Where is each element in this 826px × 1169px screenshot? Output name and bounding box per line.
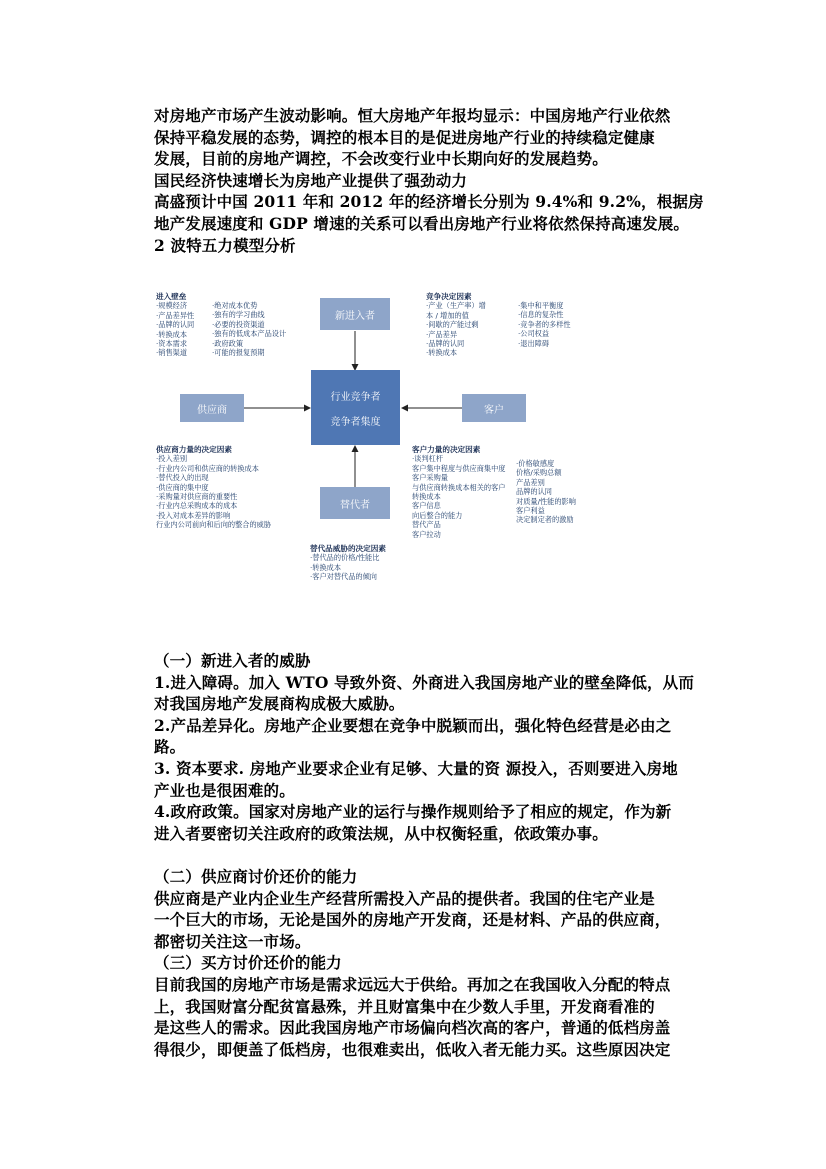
list-item: 客户拉动: [412, 529, 441, 539]
section-heading: （二）供应商讨价还价的能力: [154, 866, 358, 886]
entry-barriers-title: 进入壁垒: [156, 292, 187, 301]
list-item: ·信息的复杂性: [518, 310, 564, 320]
list-item: 转换成本: [412, 492, 441, 502]
list-item: ·行业内公司和供应商的转换成本: [156, 463, 259, 473]
text-line: 对房地产市场产生波动影响。恒大房地产年报均显示：中国房地产行业依然: [154, 106, 671, 125]
list-item: ·政府政策: [212, 338, 244, 348]
list-item: 替代产品: [412, 520, 441, 530]
text-line: 1.进入障碍。加入 WTO 导致外资、外商进入我国房地产业的壁垒降低，从而: [154, 672, 694, 692]
list-item: ·独有的学习曲线: [212, 310, 265, 320]
text-line: 保持平稳发展的态势，调控的根本目的是促进房地产行业的持续稳定健康: [154, 127, 655, 147]
list-item: ·产品差异: [426, 329, 458, 339]
list-item: ·转换成本: [426, 348, 458, 358]
list-item: ·公司权益: [518, 329, 550, 339]
list-item: ·绝对成本优势: [212, 301, 258, 310]
text-line: 地产发展速度和 GDP 增速的关系可以看出房地产行业将依然保持高速发展。: [154, 213, 690, 233]
text-line: 3. 资本要求. 房地产业要求企业有足够、大量的资 源投入，否则要进入房地: [154, 758, 678, 778]
entry-barriers-list: [156, 292, 194, 358]
list-item: ·必要的投资渠道: [212, 319, 265, 329]
list-item: ·投入差别: [156, 454, 188, 464]
text-line: 是这些人的需求。因此我国房地产市场偏向档次高的客户，普通的低档房盖: [154, 1018, 671, 1038]
buyer-title: 客户力量的决定因素: [412, 445, 481, 454]
text-line: 发展，目前的房地产调控，不会改变行业中长期向好的发展趋势。: [154, 149, 608, 169]
top-paragraph: [154, 105, 706, 256]
list-item: ·替代投入的出现: [156, 473, 209, 483]
competition-determinants-list-2: [518, 301, 571, 348]
list-item: 产品差别: [516, 477, 545, 487]
new-entrants-box: 新进入者: [320, 298, 390, 330]
list-item: ·可能的报复预期: [212, 348, 265, 358]
list-item: ·转换成本: [156, 329, 188, 339]
list-item: ·独有的低成本产品设计: [212, 329, 287, 339]
text-line: 产业也是很困难的。: [154, 780, 295, 800]
competition-determinants-list: [426, 292, 486, 358]
list-item: ·客户对替代品的倾向: [310, 572, 377, 582]
list-item: ·谈判杠杆: [412, 454, 444, 464]
competition-title: 竞争决定因素: [426, 292, 472, 301]
substitute-title: 替代品威胁的决定因素: [310, 544, 386, 553]
substitute-threat-list: [310, 544, 386, 582]
text-line: 供应商是产业内企业生产经营所需投入产品的提供者。我国的住宅产业是: [154, 888, 655, 908]
text-line: 路。: [154, 737, 186, 757]
list-item: ·资本需求: [156, 339, 188, 349]
list-item: 本 / 增加的值: [426, 310, 469, 320]
list-item: 客户利益: [516, 506, 545, 516]
list-item: ·集中和平衡度: [518, 301, 564, 310]
five-forces-diagram: [154, 282, 594, 598]
entry-barriers-list-2: [212, 301, 286, 357]
list-item: ·价格敏感度: [516, 459, 555, 468]
section-heading: 2 波特五力模型分析: [154, 235, 296, 255]
list-item: ·规模经济: [156, 301, 188, 311]
list-item: 品牌的认同: [516, 487, 552, 497]
industry-competitors-box: [311, 370, 400, 445]
list-item: 客户集中程度与供应商集中度: [412, 463, 506, 473]
buyer-power-list: [412, 445, 505, 539]
list-item: ·转换成本: [310, 562, 342, 572]
list-item: ·供应商的集中度: [156, 482, 209, 492]
list-item: ·采购量对供应商的重要性: [156, 492, 238, 502]
text-line: 国民经济快速增长为房地产业提供了强劲动力: [154, 170, 468, 190]
list-item: 向后整合的能力: [412, 510, 463, 520]
list-item: 客户信息: [412, 501, 441, 511]
text-line: 得很少，即便盖了低档房，也很难卖出，低收入者无能力买。这些原因决定: [154, 1039, 671, 1059]
center-label-2: 竞争者集度: [330, 416, 381, 428]
list-item: 与供应商转换成本相关的客户: [412, 482, 506, 492]
list-item: 对质量/性能的影响: [516, 496, 576, 506]
buyer-power-list-2: [516, 459, 576, 525]
list-item: 行业内公司前向和后向的整合的威胁: [156, 520, 272, 530]
list-item: ·退出障碍: [518, 338, 550, 348]
list-item: ·品牌的认同: [156, 320, 195, 330]
list-item: ·间歇的产能过剩: [426, 320, 479, 330]
text-line: 2.产品差异化。房地产企业要想在竞争中脱颖而出，强化特色经营是必由之: [154, 715, 672, 735]
list-item: ·替代品的价格/性能比: [310, 553, 380, 563]
supplier-title: 供应商力量的决定因素: [156, 445, 232, 454]
list-item: 客户采购量: [412, 473, 448, 483]
suppliers-box: 供应商: [180, 394, 244, 422]
section-heading: （三）买方讨价还价的能力: [154, 953, 342, 973]
text-line: 都密切关注这一市场。: [154, 931, 311, 951]
list-item: ·行业内总采购成本的成本: [156, 501, 238, 511]
text-line: 上，我国财富分配贫富悬殊，并且财富集中在少数人手里，开发商看准的: [154, 996, 655, 1016]
analysis-sections: [154, 650, 706, 1060]
list-item: ·投入对成本差异的影响: [156, 510, 231, 520]
list-item: ·产业（生产率）增: [426, 301, 486, 311]
text-line: 进入者要密切关注政府的政策法规，从中权衡轻重，依政策办事。: [154, 823, 608, 843]
text-line: 高盛预计中国 2011 年和 2012 年的经济增长分别为 9.4%和 9.2%，根据房: [154, 192, 704, 212]
list-item: ·竞争者的多样性: [518, 319, 571, 329]
list-item: ·产品差异性: [156, 310, 195, 320]
section-heading: （一）新进入者的威胁: [154, 651, 311, 670]
text-line: 目前我国的房地产市场是需求远远大于供给。再加之在我国收入分配的特点: [154, 974, 671, 994]
customers-box: 客户: [462, 394, 526, 422]
substitutes-box: 替代者: [320, 487, 390, 519]
text-line: 4.政府政策。国家对房地产业的运行与操作规则给予了相应的规定，作为新: [154, 802, 672, 822]
list-item: ·品牌的认同: [426, 339, 465, 349]
center-label-1: 行业竞争者: [330, 391, 381, 403]
list-item: ·销售渠道: [156, 348, 188, 358]
text-line: 对我国房地产发展商构成极大威胁。: [154, 694, 405, 714]
supplier-power-list: [156, 445, 271, 530]
list-item: 价格/采购总额: [516, 468, 562, 478]
list-item: 决定制定者的激励: [516, 515, 574, 525]
text-line: 一个巨大的市场，无论是国外的房地产开发商，还是材料、产品的供应商，: [154, 910, 671, 930]
blank-line: [154, 844, 706, 866]
